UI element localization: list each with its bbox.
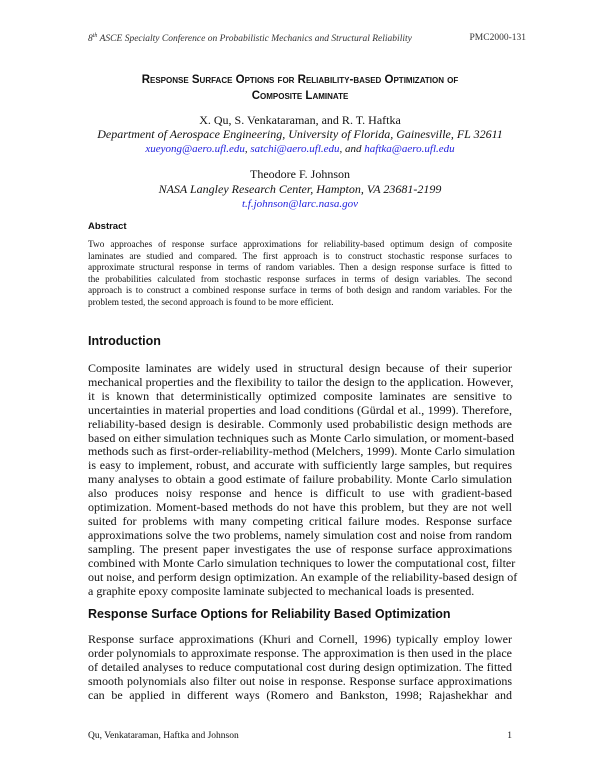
text-line: reliability-based design is desirable. Commonly used probabilistic design methods are [88, 416, 512, 431]
conference-name: ASCE Specialty Conference on Probabilistic Mechanics and Structural Reliability [97, 34, 412, 45]
text-line: laminates are studied and compared. The first approach is to construct stochastic response surfaces to [88, 251, 512, 262]
separator: , and [339, 143, 365, 155]
text-line: methods such as first-order-reliability-method (Melchers, 1999). Monte Carlo simulation [88, 444, 515, 459]
text-line: uncertainties in material properties and load conditions (Gürdal et al., 1999). Therefore, [88, 402, 512, 417]
text-line: Two approaches of response surface approximations for reliability-based optimum design of composite [88, 240, 512, 250]
title-line: Composite Laminate [251, 90, 349, 102]
text-line: can be applied in different ways (Romero and Bankston, 1998; Rajashekhar and [88, 687, 512, 702]
abstract-text [88, 240, 512, 310]
text-line: Composite laminates are widely used in structural design because of their superior [88, 361, 512, 375]
introduction-text [88, 361, 518, 598]
text-line: a graphite epoxy composite laminate subjected to mechanical loads is presented. [88, 583, 475, 598]
text-line: problem tested, the second approach is found to be more efficient. [88, 297, 334, 308]
text-line: out noise, and perform design optimization. An example of the reliability-based design of [88, 569, 518, 584]
text-line: based on either simulation techniques such as Monte Carlo simulation, or moment-based [88, 430, 514, 445]
author-emails [60, 141, 540, 156]
page-footer [88, 731, 512, 741]
email-link[interactable]: satchi@aero.ufl.edu [250, 143, 340, 155]
text-line: sampling. The present paper investigates the use of response surface approximations [88, 541, 512, 556]
email-link[interactable]: haftka@aero.ufl.edu [364, 143, 455, 155]
introduction-heading: Introduction [88, 334, 161, 348]
text-line: the probabilities calculated from stochastic response surfaces in terms of design variables. The second [88, 274, 512, 285]
paper-title [60, 72, 540, 104]
text-line: approximate structural response in terms of random variables. Then a design response surface is fitted to [88, 263, 512, 274]
text-line: combined with Monte Carlo simulation techniques to lower the computational cost, filter [88, 555, 516, 570]
text-line: suited for problems with many competing critical failure modes. Response surface [88, 513, 512, 528]
abstract-heading: Abstract [88, 221, 127, 232]
text-line: optimization. Moment-based methods do not have this problem, but they are not well [88, 500, 512, 515]
paper-id: PMC2000-131 [469, 33, 526, 43]
text-line: Response surface approximations (Khuri and Cornell, 1996) typically employ lower [88, 632, 512, 646]
text-line: approximations solve the two problems, namely simulation cost and noise from random [88, 527, 512, 542]
text-line: is easy to implement, robust, and accurate with sufficiently large samples, but requires [88, 458, 512, 473]
text-line: order polynomials to approximate response. The approximation is then used in the place [88, 645, 512, 660]
separator: , [244, 143, 251, 155]
page-number: 1 [507, 731, 512, 741]
text-line: approach is to construct a combined response surface in terms of both design and random variables. For the [88, 286, 512, 297]
footer-authors: Qu, Venkataraman, Haftka and Johnson [88, 731, 239, 741]
author-affiliation: NASA Langley Research Center, Hampton, VA 23681-2199 [158, 182, 442, 196]
email-link[interactable]: t.f.johnson@larc.nasa.gov [241, 198, 359, 210]
text-line: also produces noisy response and hence is difficult to use with gradient-based [88, 486, 512, 501]
author-affiliation: Department of Aerospace Engineering, University of Florida, Gainesville, FL 32611 [97, 127, 503, 141]
text-line: mechanical properties and the flexibility to tailor the design to the application. However, [88, 374, 514, 389]
running-header [88, 33, 526, 45]
section-text [88, 633, 512, 703]
title-line: Response Surface Options for Reliability-based Optimization of [141, 74, 459, 86]
email-link[interactable]: xueyong@aero.ufl.edu [145, 143, 245, 155]
text-line: smooth polynomials also filter out noise in response. Response surface approximations [88, 673, 512, 688]
conference-number: 8 [88, 34, 93, 45]
text-line: many analyses to obtain a good estimate of failure probability. Monte Carlo simulation [88, 472, 512, 487]
section-heading: Response Surface Options for Reliability Based Optimization [88, 607, 451, 621]
text-line: it is known that deterministically optimized composite laminates are sensitive to [88, 388, 512, 403]
text-line: of detailed analyses to reduce computational cost during design optimization. The fitted [88, 659, 512, 674]
author-name: Theodore F. Johnson [249, 167, 351, 181]
ordinal-suffix: th [92, 33, 98, 39]
author-names: X. Qu, S. Venkataraman, and R. T. Haftka [199, 113, 401, 127]
